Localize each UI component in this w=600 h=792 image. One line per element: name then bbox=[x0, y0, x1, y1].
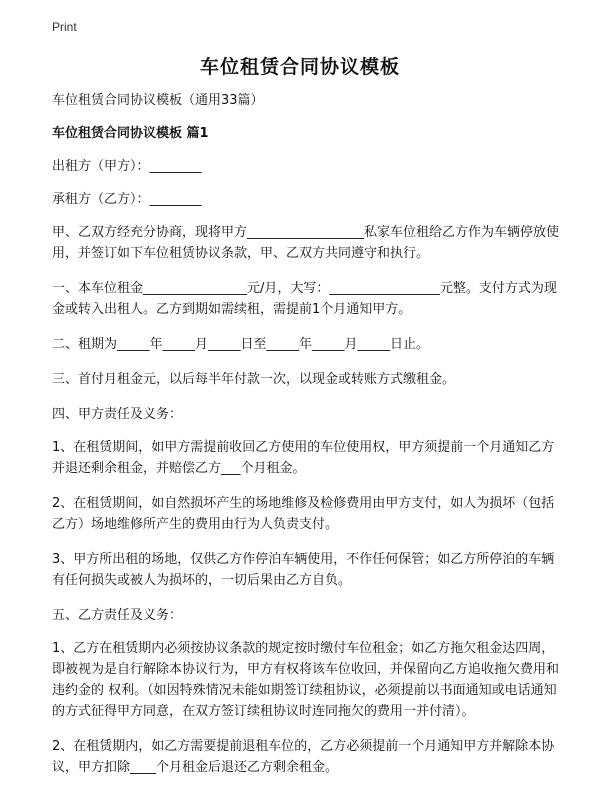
document-body bbox=[52, 90, 562, 792]
lessor-duty-2: 2、在租赁期间，如自然损坏产生的场地维修及检修费用由甲方支付，如人为损坏（包括乙方）场地维修所产生的费用由行为人负责支付。 bbox=[52, 496, 555, 532]
lessee-duty-2: 2、在租赁期内，如乙方需要提前退租车位的，乙方必须提前一个月通知甲方并解除本协议，甲方扣除____个月租金后退还乙方剩余租金。 bbox=[52, 739, 555, 775]
lessee-duty-1: 1、乙方在租赁期内必须按协议条款的规定按时缴付车位租金；如乙方拖欠租金达四周，即被视为是自行解除本协议行为，甲方有权将该车位收回，并保留向乙方追收拖欠费用和违约金的 权利。（如因特殊情况未能如期签订续租协议，必须提前以书面通知或电话通知的方式征得甲方同意，在双方签订续租协议时连同拖欠的费用一并付清）。 bbox=[52, 641, 560, 719]
document-title: 车位租赁合同协议模板 bbox=[199, 56, 400, 78]
lessor-duty-1: 1、在租赁期间，如甲方需提前收回乙方使用的车位使用权，甲方须提前一个月通知乙方并退还剩余租金，并赔偿乙方___个月租金。 bbox=[52, 440, 555, 476]
clause-rent: 一、本车位租金________________元/月，大写：_________________元整。支付方式为现金或转入出租人。乙方到期如需续租，需提前1个月通知甲方。 bbox=[52, 281, 557, 317]
section-heading: 车位租赁合同协议模板 篇1 bbox=[52, 126, 209, 141]
clause-lessee-duties-heading: 五、乙方责任及义务： bbox=[52, 608, 183, 623]
lessor-line: 出租方（甲方）：________ bbox=[52, 159, 202, 174]
lessee-line: 承租方（乙方）：________ bbox=[52, 192, 202, 207]
clause-intro: 甲、乙双方经充分协商，现将甲方__________________私家车位租给乙方作为车辆停放使用，并签订如下车位租赁协议条款，甲、乙双方共同遵守和执行。 bbox=[52, 225, 560, 261]
lessor-duty-3: 3、甲方所出租的场地，仅供乙方作停泊车辆使用，不作任何保管；如乙方所停泊的车辆有任何损失或被人为损坏的，一切后果由乙方自负。 bbox=[52, 552, 555, 588]
document-subtitle: 车位租赁合同协议模板（通用33篇） bbox=[52, 93, 264, 108]
print-label: Print bbox=[52, 20, 77, 34]
clause-term: 二、租期为_____年_____月_____日至_____年_____月_____日止。 bbox=[52, 337, 430, 352]
clause-payment: 三、首付月租金元，以后每半年付款一次，以现金或转账方式缴租金。 bbox=[52, 372, 456, 387]
clause-lessor-duties-heading: 四、甲方责任及义务： bbox=[52, 407, 183, 422]
